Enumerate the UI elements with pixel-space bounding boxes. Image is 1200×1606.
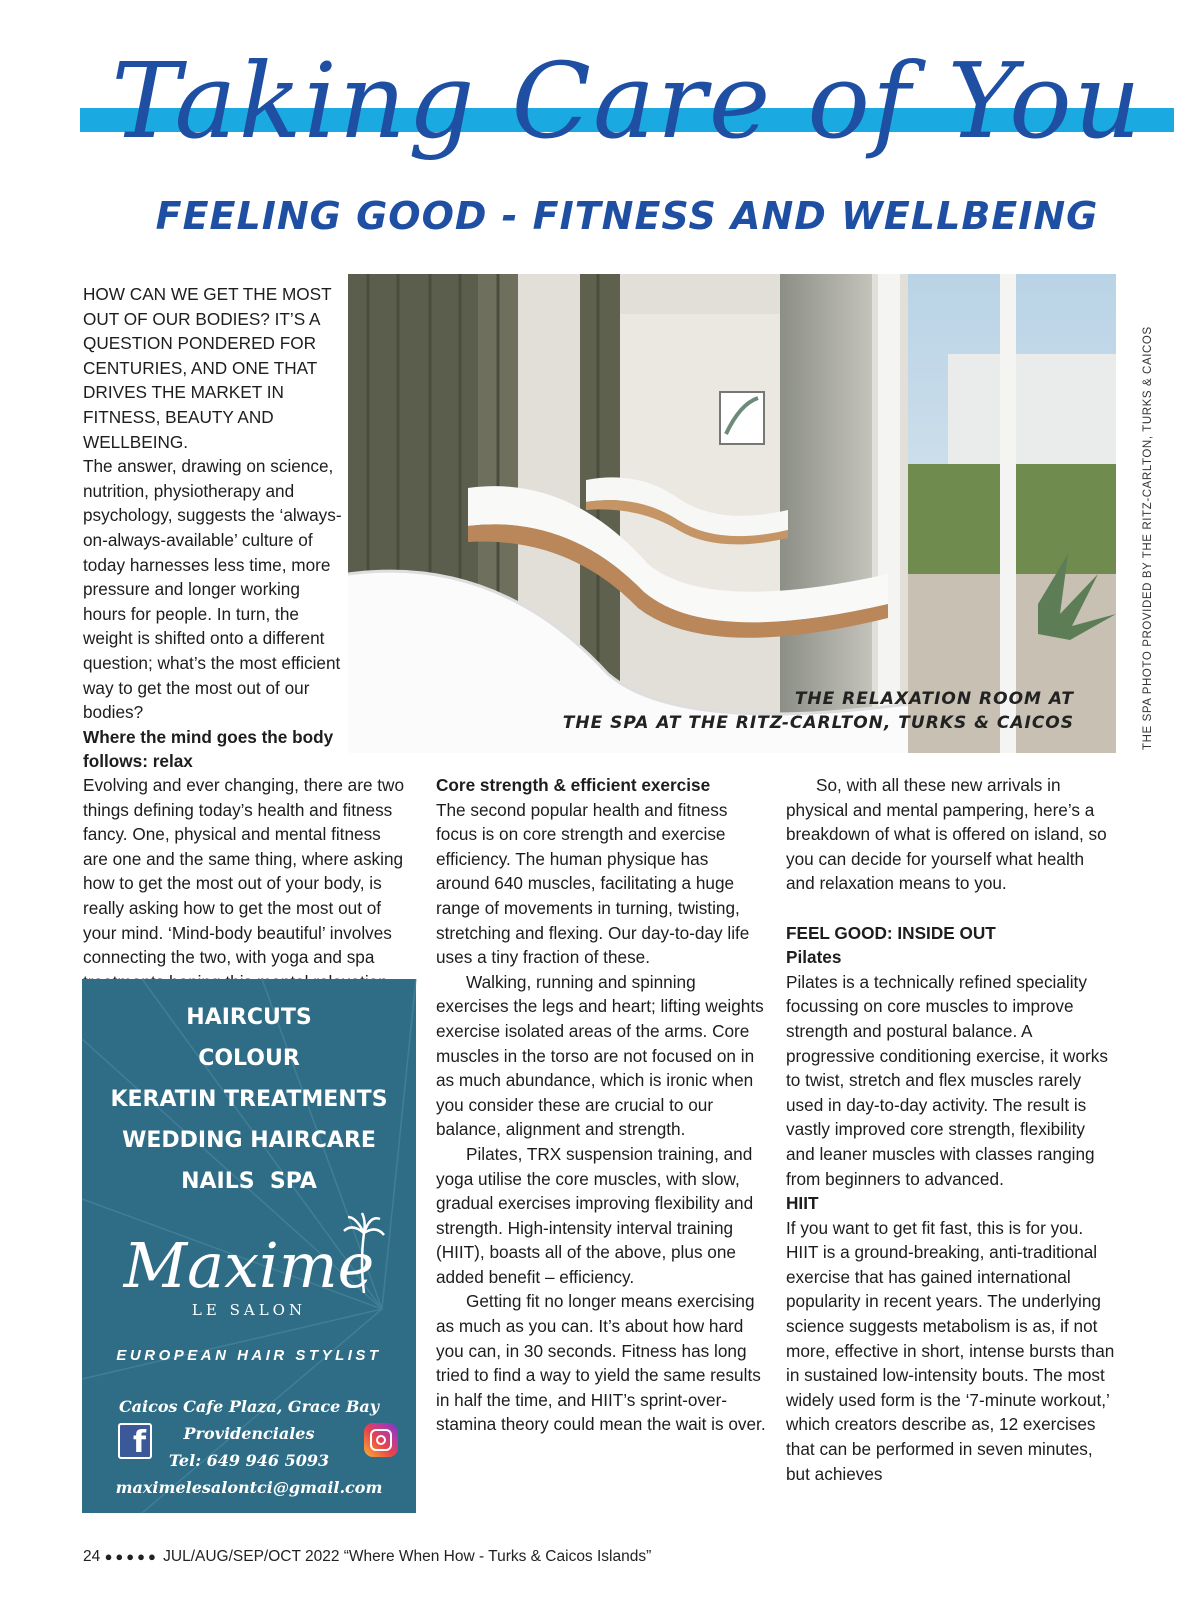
salon-logo-subtitle: LE SALON — [191, 1301, 307, 1319]
heading-mind-body: Where the mind goes the body follows: relax — [83, 726, 334, 772]
heading-pilates: Pilates — [786, 947, 842, 968]
palm-tree-icon — [344, 1213, 384, 1293]
core-paragraph-4: Getting fit no longer means exercising as much as you can. It’s about how hard you can, in 30 seconds. Fitness has long tried to find a way to yield the same results in half the time, and HIIT’s sprint-over-stamina theory could mean the wait is over. — [436, 1291, 766, 1435]
salon-logo: Maxime — [123, 1229, 375, 1302]
column-3 — [786, 773, 1116, 1486]
intro-paragraph: HOW CAN WE GET THE MOST OUT OF OUR BODIES? IT’S A QUESTION PONDERED FOR CENTURIES, AND ONE THAT DRIVES THE MARKET IN FITNESS, BEAUTY AND WELLBEING. — [83, 284, 332, 452]
photo-caption-line2: THE SPA AT THE RITZ-CARLTON, TURKS & CAICOS — [562, 713, 1074, 733]
photo-credit — [1142, 326, 1162, 750]
issue-info: JUL/AUG/SEP/OCT 2022 “Where When How - Turks & Caicos Islands” — [163, 1548, 652, 1565]
column-2 — [436, 773, 766, 1437]
answer-paragraph: The answer, drawing on science, nutrition, physiotherapy and psychology, suggests the ‘always-on-always-available’ culture of today harnesses less time, more pressure and longer working hours for people. In turn, the weight is shifted onto a different question; what’s the most efficient way to get the most out of our bodies? — [83, 456, 342, 723]
facebook-icon[interactable]: f — [118, 1423, 152, 1459]
heading-feel-good: FEEL GOOD: INSIDE OUT — [786, 922, 996, 943]
photo-caption — [563, 687, 1074, 735]
column-1 — [83, 773, 413, 968]
relaxation-room-image — [348, 274, 1116, 753]
services-list — [82, 997, 416, 1202]
core-paragraph-1: The second popular health and fitness focus is on core strength and exercise efficiency. The human physique has around 640 muscles, facilitating a huge range of movements in turning, twisting, stretching and flexing. Our day-to-day life uses a tiny fraction of these. — [436, 799, 750, 968]
core-paragraph-2: Walking, running and spinning exercises the legs and heart; lifting weights exercise isolated areas of the arms. Core muscles in the torso are not focused on in as much abundance, which is ironic when you consider these are crucial to our balance, alignment and strength. — [436, 971, 764, 1140]
salon-tagline: EUROPEAN HAIR STYLIST — [116, 1347, 382, 1364]
pilates-paragraph: Pilates is a technically refined speciality focussing on core muscles to improve strength and postural balance. A progressive conditioning exercise, it works to twist, stretch and flex muscles rarely used in day-to-day activity. The result is vastly improved core strength, flexibility and leaner muscles with classes ranging from beginners to advanced. — [786, 971, 1108, 1189]
service-wedding: WEDDING HAIRCARE — [122, 1128, 376, 1153]
salon-email[interactable]: maximelesalontci@gmail.com — [115, 1478, 383, 1497]
page-footer — [83, 1548, 651, 1566]
service-colour: COLOUR — [198, 1046, 300, 1071]
instagram-icon[interactable] — [364, 1423, 398, 1457]
heading-hiit: HIIT — [786, 1193, 819, 1214]
salon-advertisement — [82, 979, 416, 1513]
service-nails-spa: NAILS SPA — [181, 1169, 317, 1194]
core-paragraph-5: So, with all these new arrivals in physical and mental pampering, here’s a breakdown of what is offered on island, so you can decide for yourself what health and relaxation means to you. — [786, 775, 1107, 894]
salon-phone: Tel: 649 946 5093 — [168, 1451, 330, 1470]
page-subtitle: FEELING GOOD - FITNESS AND WELLBEING — [155, 194, 1099, 238]
page-number: 24 — [83, 1548, 101, 1565]
heading-core-strength: Core strength & efficient exercise — [436, 775, 711, 795]
intro-column — [83, 282, 345, 774]
service-keratin: KERATIN TREATMENTS — [110, 1087, 388, 1112]
salon-address-line2: Providenciales — [183, 1424, 315, 1443]
photo-credit-text: THE SPA PHOTO PROVIDED BY THE RITZ-CARLTON, TURKS & CAICOS — [1142, 326, 1154, 750]
page-title: Taking Care of You — [111, 40, 1143, 162]
salon-address-line1: Caicos Cafe Plaza, Grace Bay — [118, 1397, 380, 1416]
spa-photo — [348, 274, 1116, 753]
hiit-paragraph: If you want to get fit fast, this is for you. HIIT is a ground-breaking, anti-traditional exercise that has gained international popularity in recent years. The underlying science suggests metabolism is as, if not more, effective in short, intense bursts than in sustained low-intensity bouts. The most widely used form is the ‘7-minute workout,’ which creators describe as, 12 exercises that can be performed in seven minutes, but achieves — [786, 1217, 1115, 1484]
service-haircuts: HAIRCUTS — [186, 1005, 312, 1030]
mind-body-paragraph: Evolving and ever changing, there are two things defining today’s health and fitness fancy. One, physical and mental fitness are one and the same thing, where asking how to get the most out of your body, is really asking how to get the most out of your mind. ‘Mind-body beautiful’ involves connecting the two, with yoga and spa — [83, 775, 405, 968]
core-paragraph-3: Pilates, TRX suspension training, and yoga utilise the core muscles, with slow, gradual exercises improving flexibility and strength. High-intensity interval training (HIIT), boasts all of the above, plus one added benefit – efficiency. — [436, 1143, 754, 1287]
footer-dots: ●●●●● — [104, 1549, 159, 1564]
photo-caption-line1: THE RELAXATION ROOM AT — [794, 689, 1074, 709]
